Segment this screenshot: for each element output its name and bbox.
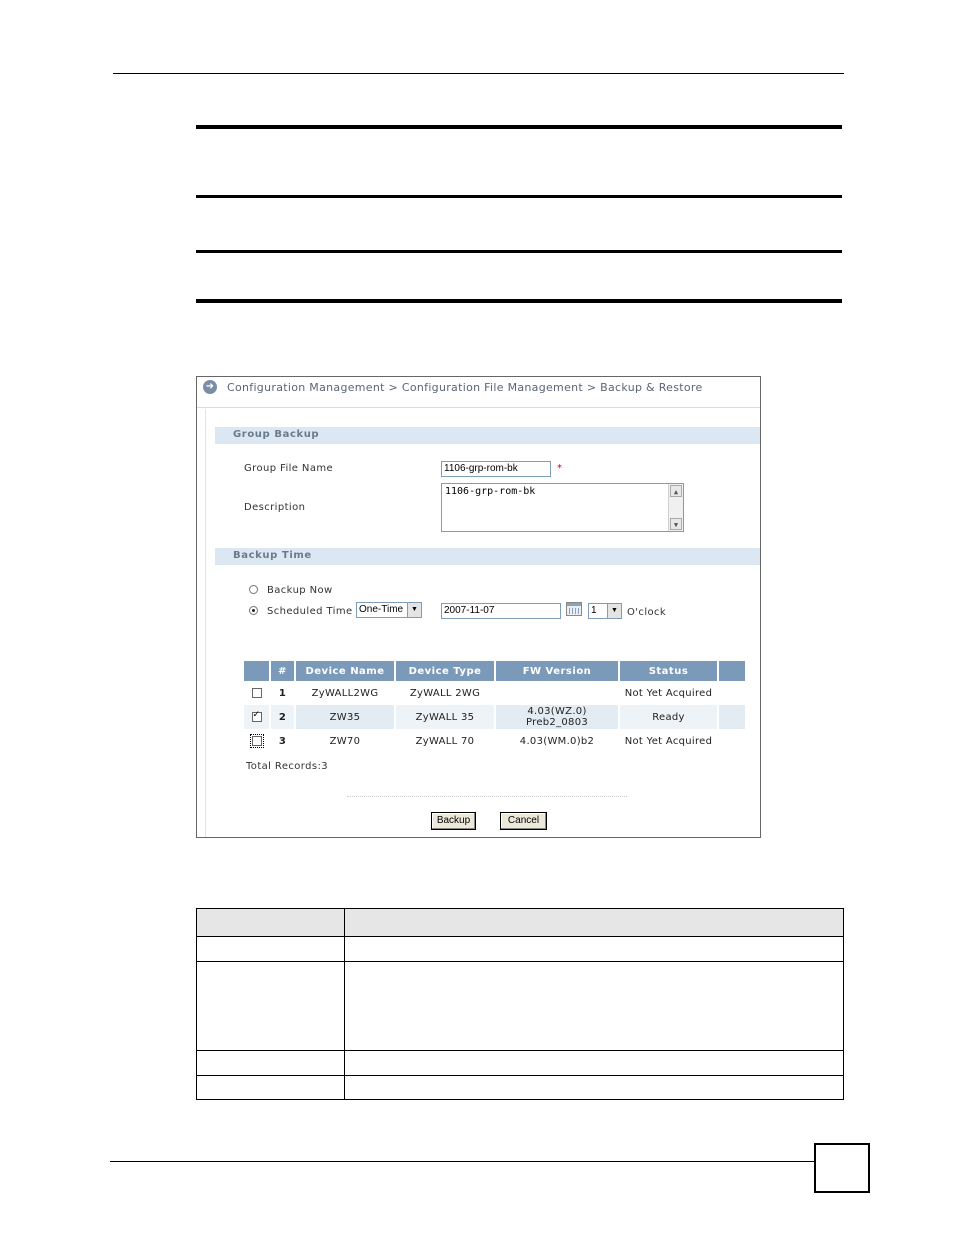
section-backup-time	[215, 548, 760, 565]
table-row	[197, 1076, 844, 1100]
row-device-type: ZyWALL 70	[396, 729, 496, 753]
row-checkbox[interactable]	[252, 688, 262, 698]
col-device-name: Device Name	[296, 661, 396, 681]
description-scrollbar[interactable]	[668, 484, 683, 531]
row-number: 2	[271, 705, 296, 729]
backup-now-radio[interactable]	[249, 585, 258, 594]
col-select	[244, 661, 271, 681]
table-row	[244, 681, 745, 705]
chevron-down-icon: ▼	[407, 603, 421, 617]
col-extra	[719, 661, 745, 681]
fw-line-1: 4.03(WZ.0)	[527, 706, 587, 717]
scroll-down-icon[interactable]: ▼	[670, 518, 682, 530]
row-extra	[719, 729, 745, 753]
table-cell	[345, 937, 844, 962]
hour-select[interactable]	[588, 603, 622, 619]
row-select-cell	[244, 729, 271, 753]
col-fw-version: FW Version	[496, 661, 620, 681]
reference-table	[196, 908, 844, 1100]
description-textarea[interactable]	[441, 483, 684, 532]
col-number: #	[271, 661, 296, 681]
row-number: 3	[271, 729, 296, 753]
table-row	[197, 1051, 844, 1076]
row-checkbox[interactable]	[252, 712, 262, 722]
row-extra	[719, 705, 745, 729]
device-table	[244, 661, 745, 753]
row-fw-version	[496, 681, 620, 705]
col-status: Status	[620, 661, 719, 681]
schedule-type-select[interactable]	[356, 602, 422, 618]
row-extra	[719, 681, 745, 705]
cancel-button[interactable]: Cancel	[500, 812, 547, 830]
divider-rule-1	[196, 125, 842, 129]
required-mark: *	[557, 463, 563, 474]
header-rule	[113, 73, 844, 74]
table-cell	[345, 1076, 844, 1100]
back-arrow-icon[interactable]: ➜	[203, 380, 217, 394]
table-cell	[197, 962, 345, 1051]
oclock-label: O'clock	[627, 607, 667, 618]
row-device-name: ZyWALL2WG	[296, 681, 396, 705]
col-device-type: Device Type	[396, 661, 496, 681]
scroll-up-icon[interactable]: ▲	[670, 485, 682, 497]
row-device-type: ZyWALL 35	[396, 705, 496, 729]
total-records: Total Records:3	[246, 761, 329, 772]
scheduled-time-radio[interactable]	[249, 606, 258, 615]
page-number-box	[814, 1143, 870, 1193]
backup-now-label: Backup Now	[267, 585, 333, 596]
breadcrumb-text: Configuration Management > Configuration File Management > Backup & Restore	[227, 381, 703, 394]
description-text: 1106-grp-rom-bk	[445, 486, 536, 497]
group-file-name-label: Group File Name	[244, 463, 334, 474]
row-device-name: ZW35	[296, 705, 396, 729]
row-fw-version	[496, 705, 620, 729]
table-row	[244, 705, 745, 729]
hour-value: 1	[591, 605, 597, 616]
calendar-icon[interactable]	[566, 602, 582, 616]
backup-button[interactable]: Backup	[431, 812, 476, 830]
panel-border	[205, 409, 206, 838]
divider-rule-4	[196, 299, 842, 303]
group-file-name-input[interactable]: 1106-grp-rom-bk	[441, 461, 551, 477]
row-status: Not Yet Acquired	[620, 681, 719, 705]
row-device-name: ZW70	[296, 729, 396, 753]
table-row	[197, 962, 844, 1051]
schedule-type-value: One-Time	[359, 604, 404, 615]
table-row	[197, 937, 844, 962]
table-cell	[197, 1051, 345, 1076]
row-fw-version	[496, 729, 620, 753]
table-cell	[197, 937, 345, 962]
button-divider	[347, 796, 627, 798]
section-title: Backup Time	[233, 550, 312, 561]
schedule-date-input[interactable]: 2007-11-07	[441, 603, 561, 619]
chevron-down-icon: ▼	[607, 604, 621, 618]
row-checkbox[interactable]	[252, 736, 262, 746]
fw-line-1: 4.03(WM.0)b2	[519, 735, 595, 747]
section-group-backup	[215, 427, 760, 444]
table-row	[244, 729, 745, 753]
row-select-cell	[244, 705, 271, 729]
row-number: 1	[271, 681, 296, 705]
backup-restore-screen	[196, 376, 761, 838]
fw-line-2: Preb2_0803	[525, 717, 589, 728]
row-select-cell	[244, 681, 271, 705]
description-label: Description	[244, 502, 306, 513]
table-cell	[345, 1051, 844, 1076]
header-cell	[345, 909, 844, 937]
scheduled-time-label: Scheduled Time	[267, 606, 353, 617]
breadcrumb	[197, 377, 760, 399]
table-cell	[197, 1076, 345, 1100]
row-device-type: ZyWALL 2WG	[396, 681, 496, 705]
breadcrumb-divider	[197, 407, 760, 408]
divider-rule-3	[196, 250, 842, 253]
section-title: Group Backup	[233, 429, 320, 440]
header-cell	[197, 909, 345, 937]
divider-rule-2	[196, 195, 842, 198]
table-cell	[345, 962, 844, 1051]
footer-rule	[110, 1161, 814, 1162]
row-status: Ready	[620, 705, 719, 729]
row-status: Not Yet Acquired	[620, 729, 719, 753]
table-header-row	[197, 909, 844, 937]
